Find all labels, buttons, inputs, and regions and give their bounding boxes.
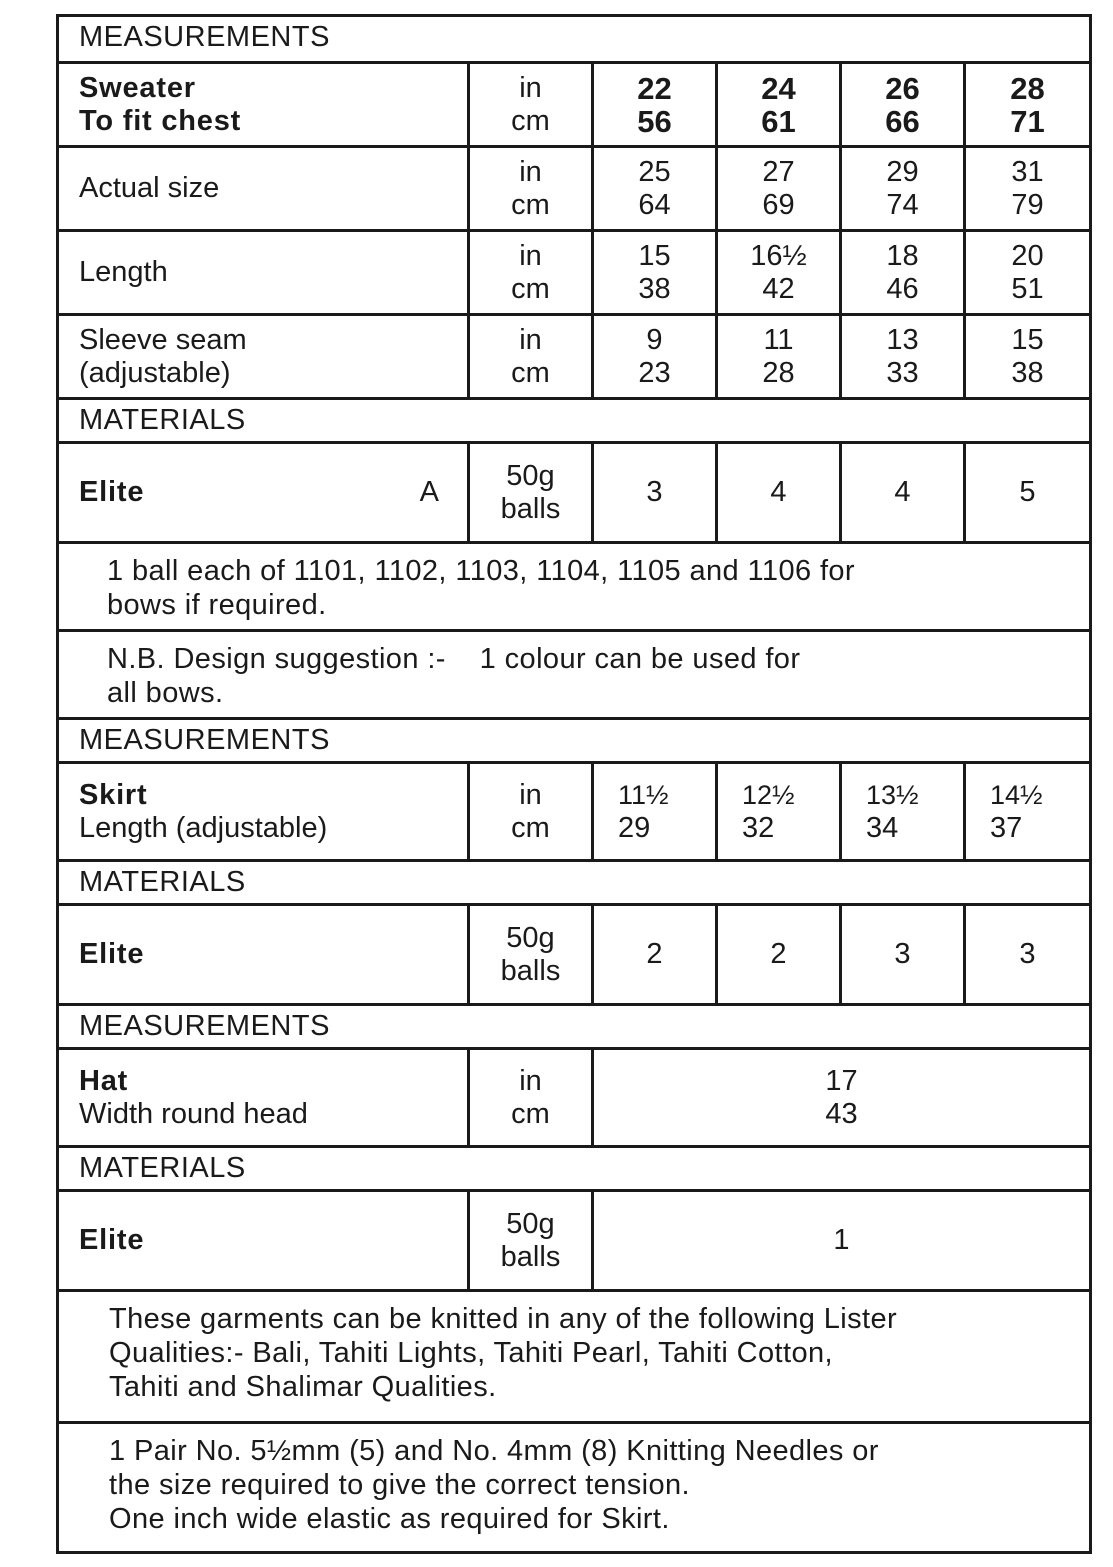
value-cm: 33: [886, 356, 919, 389]
unit-in: in: [519, 239, 542, 272]
value-cell: [839, 232, 963, 313]
value-cell: [591, 232, 715, 313]
yarn-unit: balls: [500, 492, 561, 525]
heading-text: MATERIALS: [79, 1152, 246, 1184]
unit-cell: [467, 1050, 591, 1145]
value-in: 15: [638, 239, 671, 272]
sweater-subtitle: To fit chest: [79, 104, 242, 137]
balls-cell: [591, 1192, 1089, 1289]
balls-count: 2: [646, 938, 663, 970]
value-cell: [839, 316, 963, 397]
unit-cell: [467, 232, 591, 313]
pattern-size-table: [56, 14, 1092, 1554]
value-in: 25: [638, 155, 671, 188]
balls-count: 1: [833, 1224, 850, 1256]
value-in: 13: [886, 323, 919, 356]
balls-cell: [839, 906, 963, 1003]
value-in: 12½: [742, 779, 795, 810]
value-cell: [715, 232, 839, 313]
value-in: 11: [763, 323, 794, 356]
unit-cm: cm: [511, 356, 550, 389]
sweater-title-cell: [59, 64, 467, 145]
value-cm: 74: [886, 188, 919, 221]
value-in: 9: [646, 323, 663, 356]
hat-label-cell: [59, 1050, 467, 1145]
value-in: 20: [1011, 239, 1044, 272]
yarn-unit: balls: [500, 954, 561, 987]
value-cm: 69: [762, 188, 795, 221]
balls-cell: [839, 444, 963, 541]
value-cm: 64: [638, 188, 671, 221]
balls-cell: [715, 444, 839, 541]
value-cm: 38: [638, 272, 671, 305]
value-cm: 38: [1011, 356, 1044, 389]
heading-text: MATERIALS: [79, 866, 246, 898]
skirt-label: Length (adjustable): [79, 811, 328, 844]
size-in: 26: [885, 70, 920, 106]
value-cm: 32: [742, 811, 775, 844]
value-cell: [839, 148, 963, 229]
yarn-name: Elite: [79, 476, 145, 508]
value-cm: 42: [762, 272, 795, 305]
hat-width-row: [59, 1047, 1089, 1145]
unit-in: in: [519, 155, 542, 188]
skirt-length-row: [59, 761, 1089, 859]
balls-cell: [591, 906, 715, 1003]
skirt-title: Skirt: [79, 778, 148, 811]
balls-cell: [591, 444, 715, 541]
balls-count: 4: [770, 476, 787, 508]
value-cell: [591, 316, 715, 397]
size-in: 22: [637, 70, 672, 106]
unit-in: in: [519, 323, 542, 356]
sweater-size-row: [59, 61, 1089, 145]
skirt-label-cell: [59, 764, 467, 859]
unit-cell: [467, 764, 591, 859]
value-cell: [715, 148, 839, 229]
section-heading-measurements: [59, 1003, 1089, 1047]
value-in: 11½: [618, 779, 669, 810]
hat-yarn-row: [59, 1189, 1089, 1289]
yarn-weight: 50g: [506, 459, 555, 492]
note-line: One inch wide elastic as required for Skirt.: [109, 1503, 670, 1535]
unit-cm: cm: [511, 104, 550, 137]
balls-count: 4: [894, 476, 911, 508]
balls-cell: [963, 444, 1089, 541]
value-in: 29: [886, 155, 919, 188]
balls-count: 3: [894, 938, 911, 970]
row-label: [59, 232, 467, 313]
balls-count: 3: [646, 476, 663, 508]
unit-cm: cm: [511, 1097, 550, 1130]
unit-cm: cm: [511, 188, 550, 221]
note-line: N.B. Design suggestion :- 1 colour can be used for: [107, 643, 801, 675]
note-line: 1 Pair No. 5½mm (5) and No. 4mm (8) Knitting Needles or: [109, 1435, 879, 1467]
balls-count: 5: [1019, 476, 1036, 508]
value-in: 16½: [750, 239, 807, 272]
bows-note: [59, 541, 1089, 629]
section-heading-measurements: [59, 17, 1089, 61]
yarn-name: Elite: [79, 1224, 145, 1256]
section-heading-materials: [59, 397, 1089, 441]
unit-in: in: [519, 778, 542, 811]
heading-text: MATERIALS: [79, 404, 246, 436]
yarn-shade: A: [419, 476, 439, 508]
yarn-label-cell: [59, 906, 467, 1003]
size-cm: 56: [637, 103, 672, 139]
value-cm: 51: [1011, 272, 1044, 305]
yarn-weight: 50g: [506, 921, 555, 954]
value-cm: 43: [825, 1097, 858, 1130]
value-cell: [591, 764, 715, 859]
unit-cell: [467, 64, 591, 145]
value-in: 27: [762, 155, 795, 188]
yarn-name: Elite: [79, 938, 145, 970]
value-in: 15: [1011, 323, 1044, 356]
balls-count: 3: [1019, 938, 1036, 970]
size-in: 24: [761, 70, 796, 106]
size-cell: [591, 64, 715, 145]
value-cm: 29: [618, 811, 651, 844]
unit-in: in: [519, 71, 542, 104]
value-cm: 46: [886, 272, 919, 305]
heading-text: MEASUREMENTS: [79, 1010, 330, 1042]
value-cm: 23: [638, 356, 671, 389]
value-cell: [963, 148, 1089, 229]
measurement-row-length: [59, 229, 1089, 313]
size-cell: [839, 64, 963, 145]
section-heading-materials: [59, 1145, 1089, 1189]
unit-cell: [467, 906, 591, 1003]
value-cell: [591, 148, 715, 229]
row-label-text: Length: [79, 256, 168, 288]
section-heading-materials: [59, 859, 1089, 903]
design-suggestion-note: [59, 629, 1089, 717]
balls-count: 2: [770, 938, 787, 970]
row-label: [59, 316, 467, 397]
unit-cell: [467, 316, 591, 397]
heading-text: MEASUREMENTS: [79, 21, 330, 53]
value-cm: 28: [762, 356, 795, 389]
row-label: [59, 148, 467, 229]
note-line: bows if required.: [107, 589, 327, 621]
unit-cell: [467, 1192, 591, 1289]
size-cm: 66: [885, 103, 920, 139]
row-label-note: (adjustable): [79, 356, 231, 389]
value-in: 14½: [990, 779, 1043, 810]
balls-cell: [715, 906, 839, 1003]
size-cell: [715, 64, 839, 145]
value-cm: 37: [990, 811, 1023, 844]
value-in: 17: [825, 1064, 858, 1097]
measurement-row-actual-size: [59, 145, 1089, 229]
note-line: Tahiti and Shalimar Qualities.: [109, 1371, 497, 1403]
value-cell: [963, 316, 1089, 397]
yarn-unit: balls: [500, 1240, 561, 1273]
balls-cell: [963, 906, 1089, 1003]
value-cm: 34: [866, 811, 899, 844]
size-cm: 71: [1010, 103, 1045, 139]
value-cell: [591, 1050, 1089, 1145]
note-line: all bows.: [107, 677, 224, 709]
value-cell: [715, 316, 839, 397]
skirt-yarn-row: [59, 903, 1089, 1003]
value-cell: [963, 232, 1089, 313]
heading-text: MEASUREMENTS: [79, 724, 330, 756]
value-in: 31: [1011, 155, 1044, 188]
row-label-text: Sleeve seam: [79, 323, 247, 356]
size-cell: [963, 64, 1089, 145]
yarn-weight: 50g: [506, 1207, 555, 1240]
value-in: 18: [886, 239, 919, 272]
hat-label: Width round head: [79, 1097, 308, 1130]
unit-in: in: [519, 1064, 542, 1097]
measurement-row-sleeve-seam: [59, 313, 1089, 397]
size-in: 28: [1010, 70, 1045, 106]
qualities-note: [59, 1289, 1089, 1421]
needles-note: [59, 1421, 1089, 1551]
yarn-label-cell: [59, 444, 467, 541]
unit-cm: cm: [511, 811, 550, 844]
value-cell: [839, 764, 963, 859]
value-in: 13½: [866, 779, 919, 810]
note-line: Qualities:- Bali, Tahiti Lights, Tahiti Pearl, Tahiti Cotton,: [109, 1337, 833, 1369]
size-cm: 61: [761, 103, 796, 139]
unit-cell: [467, 148, 591, 229]
sweater-title: Sweater: [79, 71, 196, 104]
note-line: 1 ball each of 1101, 1102, 1103, 1104, 1105 and 1106 for: [107, 555, 855, 587]
unit-cell: [467, 444, 591, 541]
value-cell: [963, 764, 1089, 859]
note-line: the size required to give the correct tension.: [109, 1469, 690, 1501]
hat-title: Hat: [79, 1064, 129, 1097]
yarn-label-cell: [59, 1192, 467, 1289]
row-label-text: Actual size: [79, 172, 220, 204]
value-cell: [715, 764, 839, 859]
unit-cm: cm: [511, 272, 550, 305]
note-line: These garments can be knitted in any of the following Lister: [109, 1303, 898, 1335]
section-heading-measurements: [59, 717, 1089, 761]
sweater-yarn-row: [59, 441, 1089, 541]
value-cm: 79: [1011, 188, 1044, 221]
